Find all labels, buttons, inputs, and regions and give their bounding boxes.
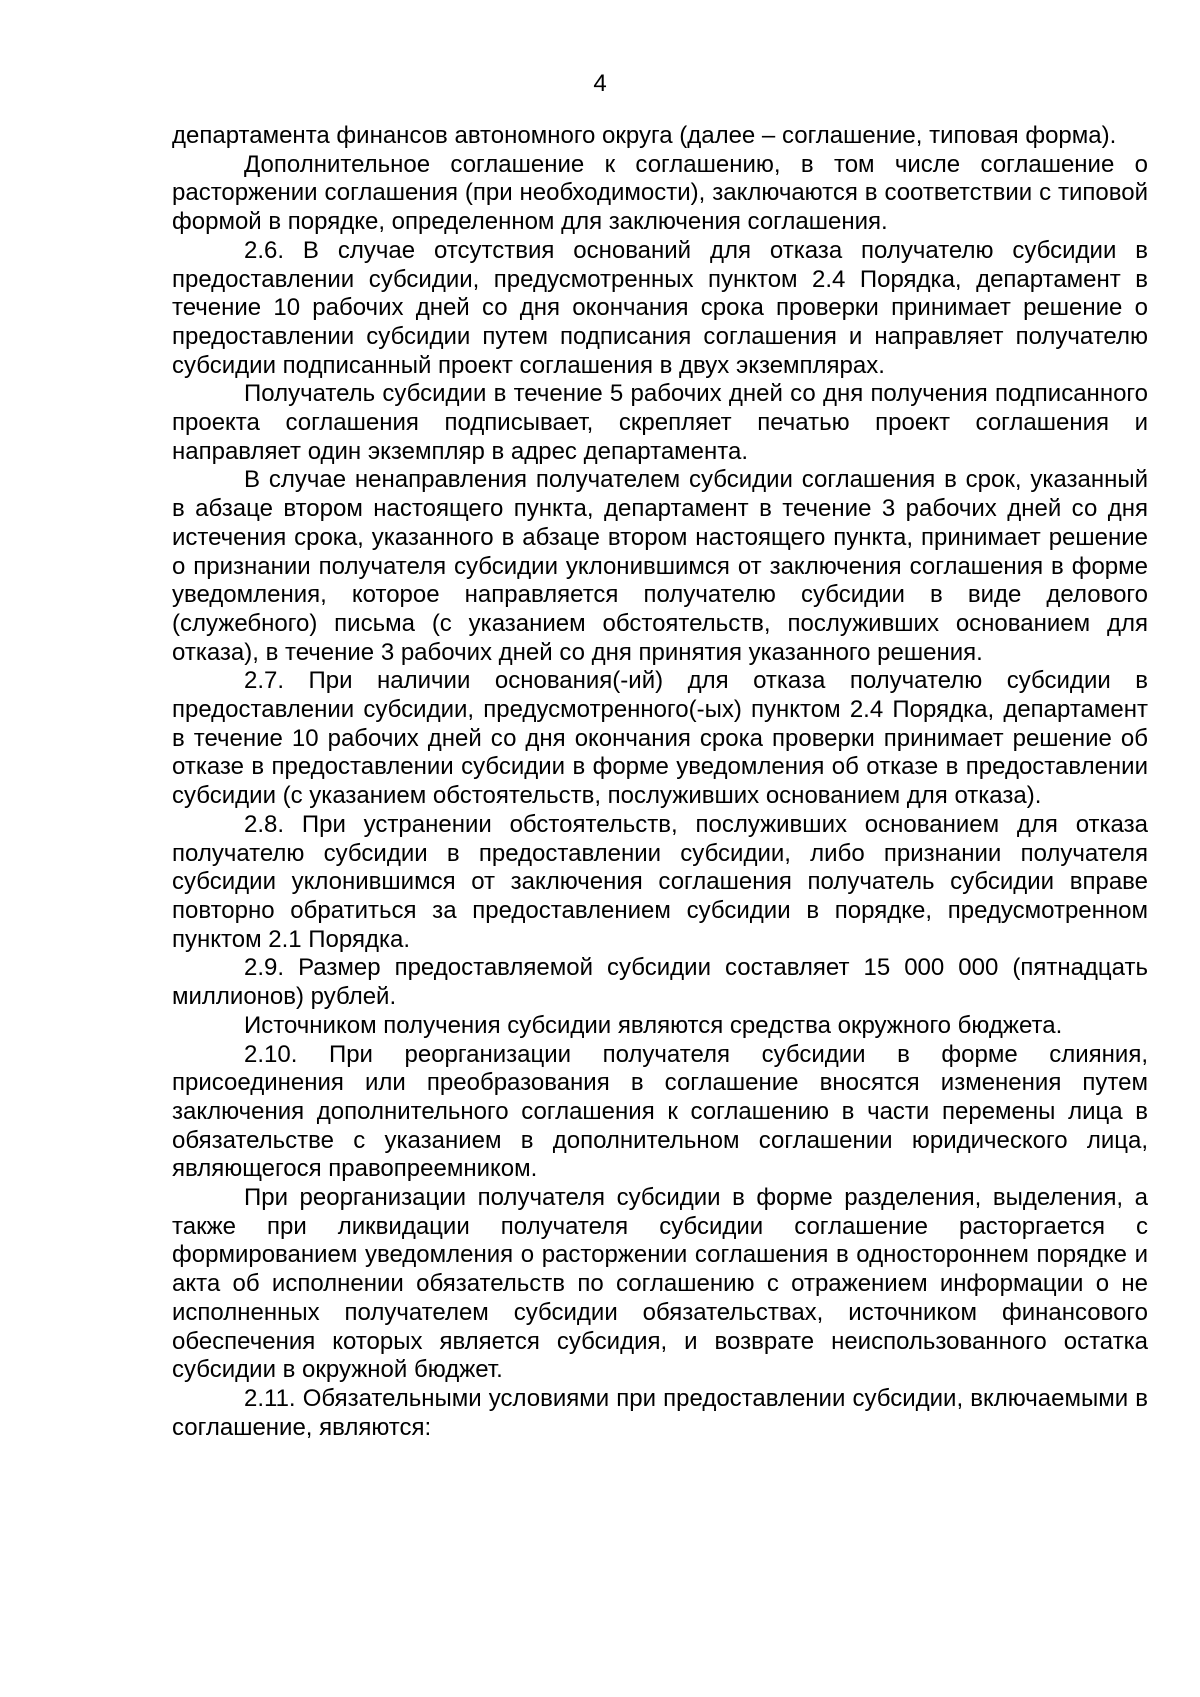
paragraph-recipient-signs: Получатель субсидии в течение 5 рабочих дней со дня получения подписанного проекта соглашения подписывает, скрепляет печатью проект соглашения и направляет один экземпляр в адрес департамента.: [172, 380, 1148, 465]
paragraph-2-10: 2.10. При реорганизации получателя субсидии в форме слияния, присоединения или преобразования в соглашение вносятся изменения путем заключения дополнительного соглашения к соглашению в части перемены лица в обязательстве с указанием в дополнительном соглашении юридического лица, являющегося правопреемником.: [172, 1040, 1148, 1183]
paragraph-continuation: департамента финансов автономного округа (далее – соглашение, типовая форма).: [172, 122, 1117, 149]
paragraph-2-7: 2.7. При наличии основания(-ий) для отказа получателю субсидии в предоставлении субсидии, предусмотренного(-ых) пунктом 2.4 Порядка, департамент в течение 10 рабочих дней со дня окончания срока проверки принимает решение об отказе в предоставлении субсидии в форме уведомления об отказе в предоставлении субсидии (с указанием обстоятельств, послуживших основанием для отказа).: [172, 667, 1148, 810]
paragraph-funding-source: Источником получения субсидии являются средства окружного бюджета.: [244, 1011, 1063, 1039]
paragraph-2-9: 2.9. Размер предоставляемой субсидии составляет 15 000 000 (пятнадцать миллионов) рублей.: [172, 954, 1148, 1011]
paragraph-2-6: 2.6. В случае отсутствия оснований для отказа получателю субсидии в предоставлении субсидии, предусмотренных пунктом 2.4 Порядка, департамент в течение 10 рабочих дней со дня окончания срока проверки принимает решение о предоставлении субсидии путем подписания соглашения и направляет получателю субсидии подписанный проект соглашения в двух экземплярах.: [172, 236, 1148, 379]
page-number: 4: [593, 70, 607, 97]
document-body: [172, 122, 1148, 1442]
paragraph-2-11: 2.11. Обязательными условиями при предоставлении субсидии, включаемыми в соглашение, являются:: [172, 1384, 1148, 1441]
paragraph-2-8: 2.8. При устранении обстоятельств, послуживших основанием для отказа получателю субсидии в предоставлении субсидии, либо признании получателя субсидии уклонившимся от заключения соглашения получатель субсидии вправе повторно обратиться за предоставлением субсидии в порядке, предусмотренном пунктом 2.1 Порядка.: [172, 810, 1148, 953]
paragraph-reorganization-division: При реорганизации получателя субсидии в форме разделения, выделения, а также при ликвидации получателя субсидии соглашение расторгается с формированием уведомления о расторжении соглашения в одностороннем порядке и акта об исполнении обязательств по соглашению с отражением информации о не исполненных получателем субсидии обязательствах, источником финансового обеспечения которых является субсидия, и возврате неиспользованного остатка субсидии в окружной бюджет.: [172, 1184, 1148, 1384]
paragraph-additional-agreement: Дополнительное соглашение к соглашению, в том числе соглашение о расторжении соглашения (при необходимости), заключаются в соответствии с типовой формой в порядке, определенном для заключения соглашения.: [172, 150, 1148, 236]
paragraph-non-submission: В случае ненаправления получателем субсидии соглашения в срок, указанный в абзаце втором настоящего пункта, департамент в течение 3 рабочих дней со дня истечения срока, указанного в абзаце втором настоящего пункта, принимает решение о признании получателя субсидии уклонившимся от заключения соглашения в форме уведомления, которое направляется получателю субсидии в виде делового (служебного) письма (с указанием обстоятельств, послуживших основанием для отказа), в течение 3 рабочих дней со дня принятия указанного решения.: [172, 466, 1148, 666]
